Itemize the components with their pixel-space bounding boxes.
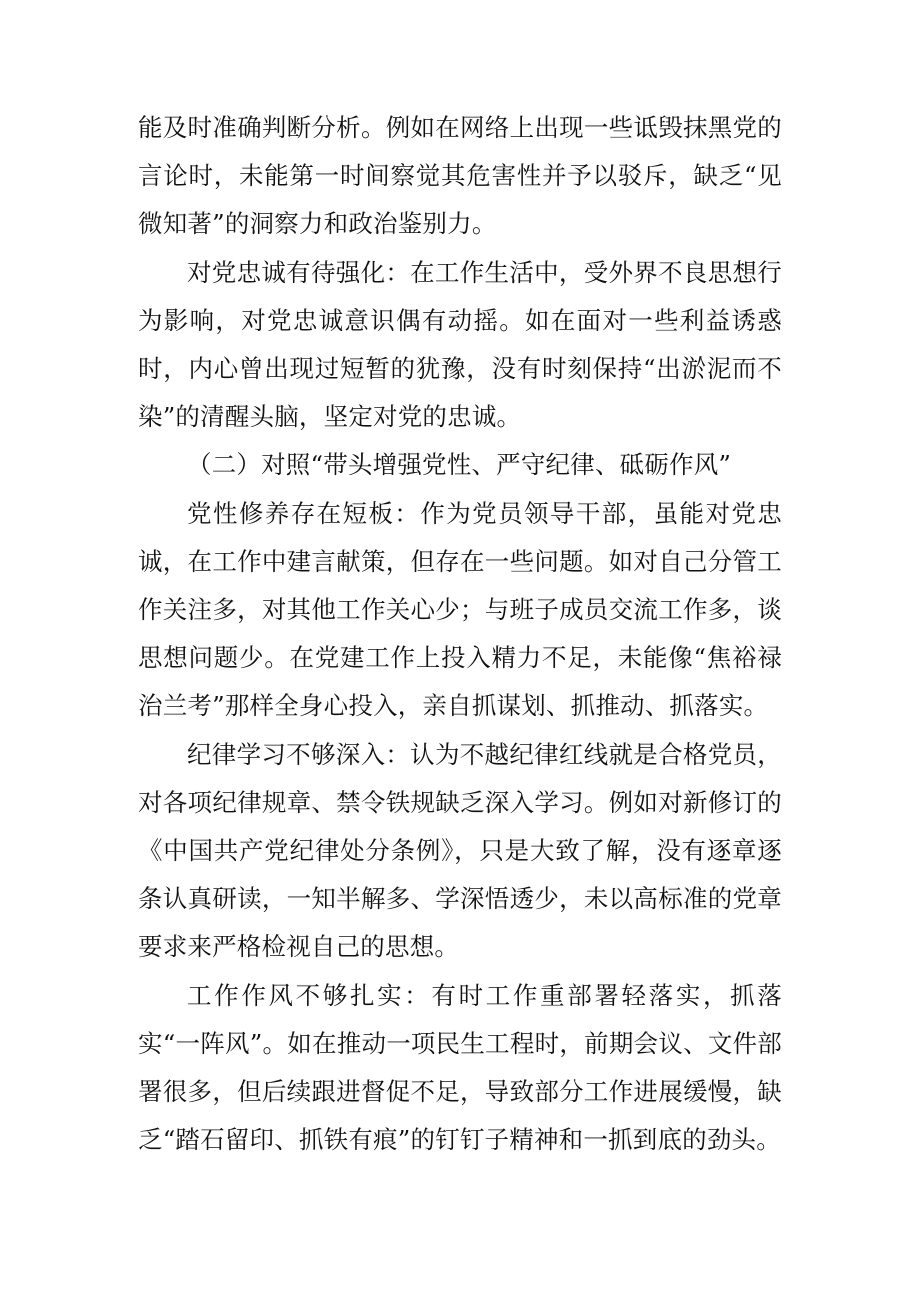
paragraph-party-cultivation: 党性修养存在短板：作为党员领导干部，虽能对党忠诚，在工作中建言献策，但存在一些问题。如对自己分管工作关注多，对其他工作关心少；与班子成员交流工作多，谈思想问题少。在党建工作上投入精力不足，未能像“焦裕禄治兰考”那样全身心投入，亲自抓谋划、抓推动、抓落实。: [138, 498, 782, 721]
paragraph-discipline-study: 纪律学习不够深入：认为不越纪律红线就是合格党员，对各项纪律规章、禁令铁规缺乏深入学习。例如对新修订的《中国共产党纪律处分条例》，只是大致了解，没有逐章逐条认真研读，一知半解多、学深悟透少，未以高标准的党章要求来严格检视自己的思想。: [138, 739, 782, 962]
section-heading-two: （二）对照“带头增强党性、严守纪律、砥砺作风”: [187, 450, 732, 480]
paragraph-party-loyalty: 对党忠诚有待强化：在工作生活中，受外界不良思想行为影响，对党忠诚意识偶有动摇。如在面对一些利益诱惑时，内心曾出现过短暂的犹豫，没有时刻保持“出淤泥而不染”的清醒头脑，坚定对党的忠诚。: [138, 257, 782, 432]
paragraph-continuation: 能及时准确判断分析。例如在网络上出现一些诋毁抹黑党的言论时，未能第一时间察觉其危害性并予以驳斥，缺乏“见微知著”的洞察力和政治鉴别力。: [138, 113, 782, 239]
paragraph-work-style: 工作作风不够扎实：有时工作重部署轻落实，抓落实“一阵风”。如在推动一项民生工程时，前期会议、文件部署很多，但后续跟进督促不足，导致部分工作进展缓慢，缺乏“踏石留印、抓铁有痕”的钉钉子精神和一抓到底的劲头。: [138, 980, 782, 1155]
